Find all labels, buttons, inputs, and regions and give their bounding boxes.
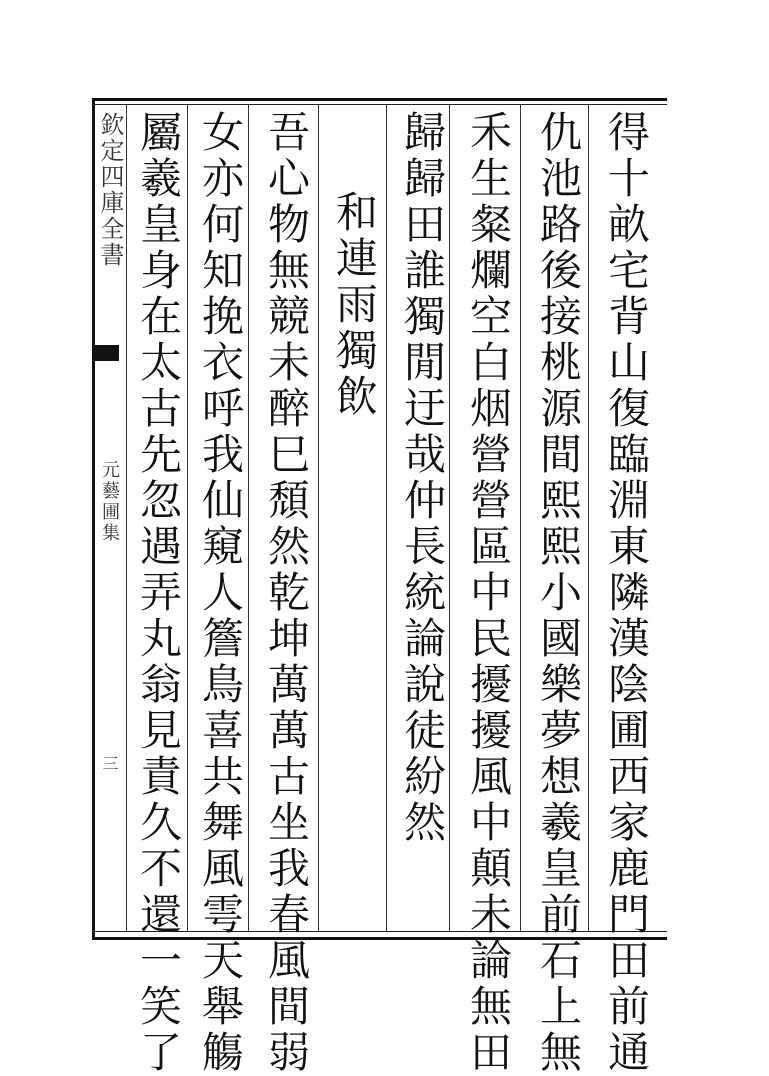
text-column-7: 女亦何知挽衣呼我仙窺人簷鳥喜共舞風雩天舉觴 [196,110,245,1076]
margin-book-title: 元藝圃集 [99,460,120,544]
text-column-8: 屬羲皇身在太古先忽遇弄丸翁見責久不還一笑了 [134,110,183,1076]
text-column-1: 得十畝宅背山復臨淵東隣漢陰圃西家鹿門田前通 [602,110,651,1076]
column-divider [588,104,589,931]
fishtail-mark [95,345,119,361]
text-column-4: 歸歸田誰獨閒迂哉仲長統論說徒紛然 [398,110,447,846]
column-divider [126,104,127,931]
margin-collection-title: 欽定四庫全書 [96,112,124,268]
text-column-3: 禾生粲爛空白烟營營區中民擾擾風中顛未論無田 [464,110,513,1076]
column-divider [318,104,319,931]
top-border-inner [92,104,667,105]
left-border [92,98,95,938]
poem-title: 和連雨獨飲 [330,190,379,420]
text-column-2: 仇池路後接桃源間熙熙小國樂夢想羲皇前石上無 [534,110,583,1076]
column-divider [386,104,387,931]
column-divider [520,104,521,931]
text-column-6: 吾心物無競未醉巳頹然乾坤萬萬古坐我春風間弱 [262,110,311,1076]
margin-page-number: 三 [100,755,119,771]
top-border [92,98,667,101]
